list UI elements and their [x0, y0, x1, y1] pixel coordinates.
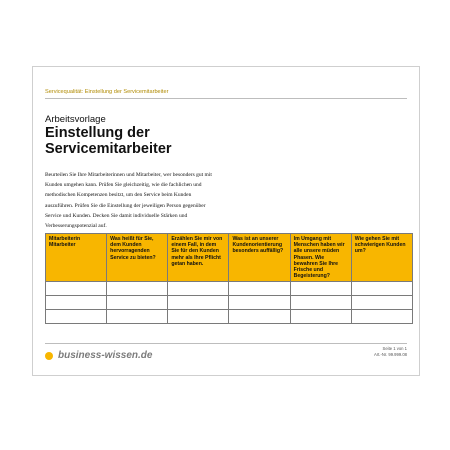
- body-line: Kunden umgehen kann. Prüfen Sie gleichzeitig, wie die fachlichen und: [45, 182, 202, 189]
- column-header-employee: Mitarbeiterin Mitarbeiter: [46, 234, 107, 282]
- title-line-1: Einstellung der: [45, 125, 150, 141]
- column-header-difficult-customers: Wie gehen Sie mit schwierigen Kunden um?: [351, 234, 412, 282]
- column-header-orientation: Was ist an unserer Kundenorientierung besonders auffällig?: [229, 234, 290, 282]
- breadcrumb: Servicequalität: Einstellung der Servicemitarbeiter: [45, 89, 169, 95]
- table-cell[interactable]: [229, 310, 290, 324]
- body-line: Beurteilen Sie Ihre Mitarbeiterinnen und Mitarbeiter, wer besonders gut mit: [45, 172, 212, 178]
- table-cell[interactable]: [46, 296, 107, 310]
- table-cell[interactable]: [46, 282, 107, 296]
- body-paragraph: [45, 170, 263, 231]
- brand-logo: [45, 350, 152, 361]
- document-page: [32, 66, 420, 376]
- table-cell[interactable]: [351, 296, 412, 310]
- body-line: methodischen Kompetenzen besitzt, um den Service beim Kunden: [45, 192, 192, 199]
- title-line-2: Servicemitarbeiter: [45, 141, 172, 157]
- table-cell[interactable]: [46, 310, 107, 324]
- page-number: Seite 1 von 1: [382, 346, 407, 351]
- footer-divider: [45, 343, 407, 344]
- document-subtitle: Arbeitsvorlage: [45, 114, 106, 125]
- column-header-case: Erzählen Sie mir von einem Fall, in dem Sie für den Kunden mehr als Ihre Pflicht getan haben.: [168, 234, 229, 282]
- article-number: Art.-Nr. 99.999.08: [373, 352, 407, 357]
- page-info: [374, 346, 407, 358]
- logo-dot-icon: [45, 352, 53, 360]
- body-line: auszuführen. Prüfen Sie die Einstellung der jeweiligen Person gegenüber: [45, 202, 206, 209]
- document-title: [45, 125, 305, 157]
- assessment-table: [45, 233, 413, 324]
- table-row: [46, 296, 413, 310]
- table-cell[interactable]: [351, 282, 412, 296]
- table-cell[interactable]: [290, 296, 351, 310]
- table-cell[interactable]: [107, 310, 168, 324]
- table-cell[interactable]: [168, 282, 229, 296]
- body-line: Service und Kunden. Decken Sie damit individuelle Stärken und: [45, 212, 188, 219]
- column-header-service: Was heißt für Sie, dem Kunden hervorragenden Service zu bieten?: [107, 234, 168, 282]
- body-line: Verbesserungspotenzial auf.: [45, 223, 107, 230]
- column-header-energy: Im Umgang mit Menschen haben wir alle unsere müden Phasen. Wie bewahren Sie Ihre Frische und Begeisterung?: [290, 234, 351, 282]
- table-row: [46, 310, 413, 324]
- table-cell[interactable]: [168, 296, 229, 310]
- table-cell[interactable]: [107, 296, 168, 310]
- table-cell[interactable]: [229, 296, 290, 310]
- table-row: [46, 282, 413, 296]
- table-cell[interactable]: [290, 282, 351, 296]
- table-cell[interactable]: [290, 310, 351, 324]
- table-cell[interactable]: [168, 310, 229, 324]
- logo-text: business-wissen.de: [58, 350, 153, 361]
- table-cell[interactable]: [229, 282, 290, 296]
- table-cell[interactable]: [351, 310, 412, 324]
- table-cell[interactable]: [107, 282, 168, 296]
- table-header-row: [46, 234, 413, 282]
- header-divider: [45, 98, 407, 99]
